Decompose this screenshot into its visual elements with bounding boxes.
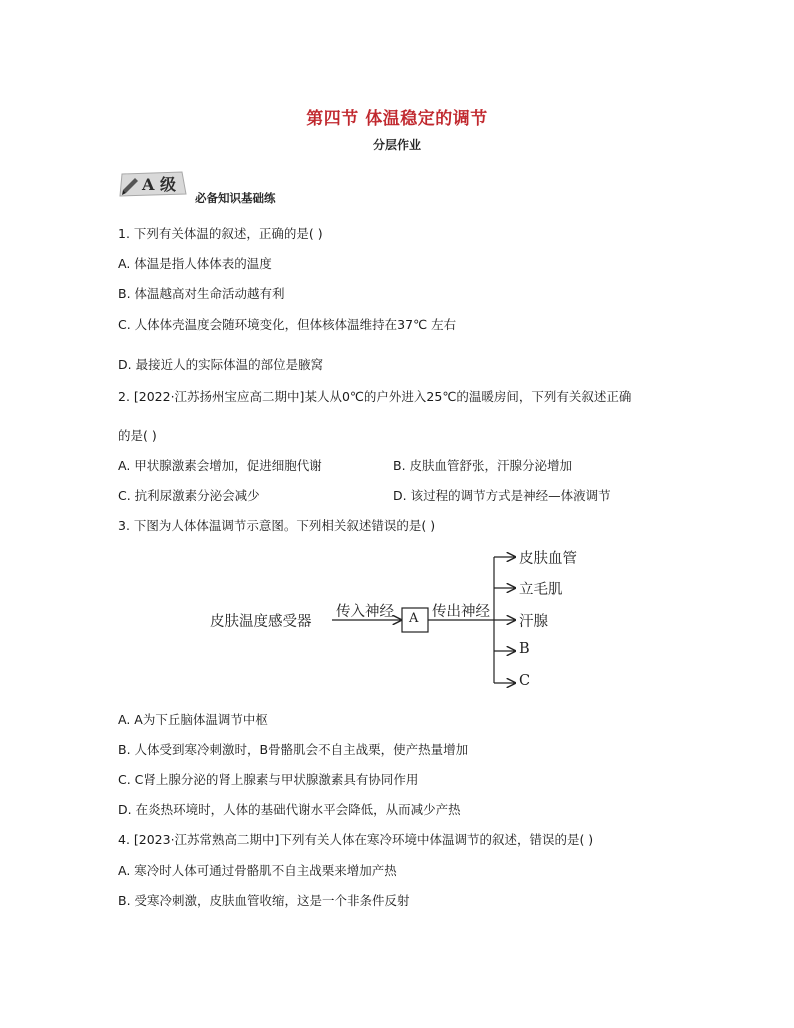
question-1-stem: 1. 下列有关体温的叙述，正确的是( ) bbox=[118, 226, 323, 241]
section-heading: 必备知识基础练 bbox=[195, 191, 276, 205]
page-title: 第四节 体温稳定的调节 bbox=[306, 109, 488, 129]
question-4-stem: 4. [2023·江苏常熟高二期中]下列有关人体在寒冷环境中体温调节的叙述，错误的是( ) bbox=[118, 832, 594, 847]
question-3-option-d[interactable]: D. 在炎热环境时，人体的基础代谢水平会降低，从而减少产热 bbox=[118, 802, 461, 817]
question-2-option-d[interactable]: D. 该过程的调节方式是神经—体液调节 bbox=[393, 488, 611, 503]
level-label: A 级 bbox=[142, 175, 176, 194]
thermoregulation-diagram bbox=[210, 538, 590, 698]
question-1-option-a[interactable]: A. 体温是指人体体表的温度 bbox=[118, 256, 272, 271]
diagram-afferent-label: 传入神经 bbox=[336, 604, 394, 620]
question-3-stem: 3. 下图为人体体温调节示意图。下列相关叙述错误的是( ) bbox=[118, 518, 436, 533]
diagram-target-1: 皮肤血管 bbox=[519, 551, 577, 567]
question-2-option-c[interactable]: C. 抗利尿激素分泌会减少 bbox=[118, 488, 260, 503]
diagram-center-label: A bbox=[409, 611, 419, 626]
question-2-option-a[interactable]: A. 甲状腺激素会增加，促进细胞代谢 bbox=[118, 458, 322, 473]
question-1-option-d[interactable]: D. 最接近人的实际体温的部位是腋窝 bbox=[118, 357, 324, 372]
diagram-target-5: C bbox=[519, 673, 531, 689]
question-2-stem: 2. [2022·江苏扬州宝应高二期中]某人从0℃的户外进入25℃的温暖房间，下列有关叙述正确 bbox=[118, 389, 632, 404]
question-4-option-b[interactable]: B. 受寒冷刺激，皮肤血管收缩，这是一个非条件反射 bbox=[118, 893, 410, 908]
question-3-option-c[interactable]: C. C肾上腺分泌的肾上腺素与甲状腺激素具有协同作用 bbox=[118, 772, 419, 787]
page-subtitle: 分层作业 bbox=[372, 138, 421, 152]
question-2-option-b[interactable]: B. 皮肤血管舒张，汗腺分泌增加 bbox=[393, 458, 573, 473]
question-4-option-a[interactable]: A. 寒冷时人体可通过骨骼肌不自主战栗来增加产热 bbox=[118, 863, 397, 878]
question-3-option-b[interactable]: B. 人体受到寒冷刺激时，B骨骼肌会不自主战栗，使产热量增加 bbox=[118, 742, 469, 757]
level-badge bbox=[118, 168, 188, 198]
diagram-target-4: B bbox=[519, 641, 530, 657]
question-3-option-a[interactable]: A. A为下丘脑体温调节中枢 bbox=[118, 712, 268, 727]
question-1-option-c[interactable]: C. 人体体壳温度会随环境变化，但体核体温维持在37℃ 左右 bbox=[118, 317, 457, 332]
diagram-efferent-label: 传出神经 bbox=[432, 604, 490, 620]
question-2-stem-continued: 的是( ) bbox=[118, 428, 157, 443]
diagram-source: 皮肤温度感受器 bbox=[210, 614, 312, 630]
diagram-target-2: 立毛肌 bbox=[519, 582, 563, 598]
question-1-option-b[interactable]: B. 体温越高对生命活动越有利 bbox=[118, 286, 285, 301]
diagram-target-3: 汗腺 bbox=[519, 614, 548, 630]
